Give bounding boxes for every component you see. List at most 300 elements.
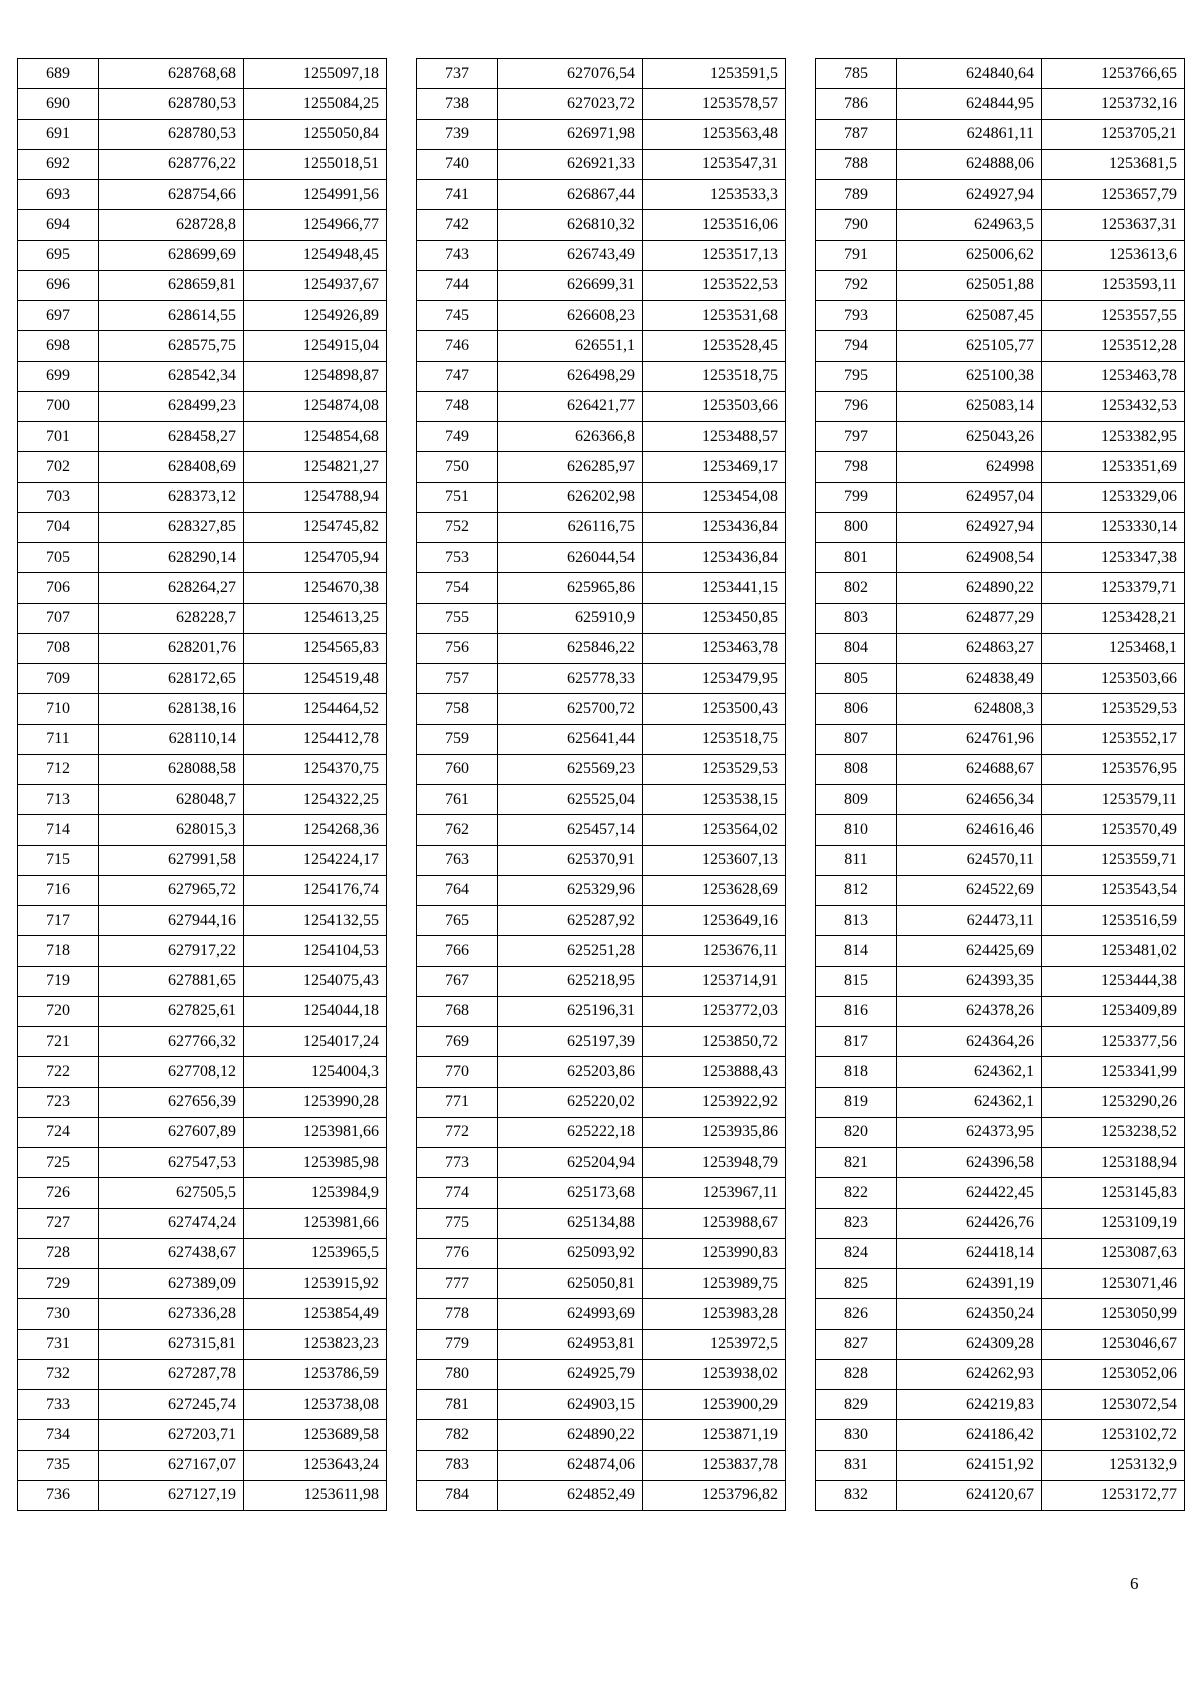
y-coordinate-cell: 1253854,49 xyxy=(244,1299,387,1329)
table-row xyxy=(816,633,1185,663)
y-coordinate-cell: 1253469,17 xyxy=(643,452,786,482)
table-row xyxy=(18,301,387,331)
table-row xyxy=(18,875,387,905)
table-row xyxy=(18,149,387,179)
point-number-cell: 725 xyxy=(18,1148,99,1178)
y-coordinate-cell: 1254044,18 xyxy=(244,996,387,1026)
x-coordinate-cell: 627917,22 xyxy=(99,936,244,966)
table-row xyxy=(816,875,1185,905)
y-coordinate-cell: 1254075,43 xyxy=(244,966,387,996)
x-coordinate-cell: 627656,39 xyxy=(99,1087,244,1117)
x-coordinate-cell: 628780,53 xyxy=(99,119,244,149)
point-number-cell: 710 xyxy=(18,694,99,724)
x-coordinate-cell: 624522,69 xyxy=(897,875,1042,905)
x-coordinate-cell: 624957,04 xyxy=(897,482,1042,512)
y-coordinate-cell: 1254670,38 xyxy=(244,573,387,603)
x-coordinate-cell: 625203,86 xyxy=(498,1057,643,1087)
point-number-cell: 756 xyxy=(417,633,498,663)
y-coordinate-cell: 1253681,5 xyxy=(1042,149,1185,179)
point-number-cell: 739 xyxy=(417,119,498,149)
table-row xyxy=(18,633,387,663)
y-coordinate-cell: 1255084,25 xyxy=(244,89,387,119)
table-row xyxy=(417,845,786,875)
point-number-cell: 794 xyxy=(816,331,897,361)
x-coordinate-cell: 624908,54 xyxy=(897,543,1042,573)
point-number-cell: 832 xyxy=(816,1480,897,1510)
x-coordinate-cell: 624362,1 xyxy=(897,1087,1042,1117)
point-number-cell: 825 xyxy=(816,1269,897,1299)
y-coordinate-cell: 1253766,65 xyxy=(1042,59,1185,89)
table-row xyxy=(816,59,1185,89)
coordinates-table-1 xyxy=(17,58,387,1511)
table-row xyxy=(417,815,786,845)
table-row xyxy=(18,1329,387,1359)
y-coordinate-cell: 1253444,38 xyxy=(1042,966,1185,996)
point-number-cell: 808 xyxy=(816,754,897,784)
x-coordinate-cell: 625641,44 xyxy=(498,724,643,754)
point-number-cell: 750 xyxy=(417,452,498,482)
point-number-cell: 751 xyxy=(417,482,498,512)
x-coordinate-cell: 624927,94 xyxy=(897,180,1042,210)
x-coordinate-cell: 624120,67 xyxy=(897,1480,1042,1510)
x-coordinate-cell: 628499,23 xyxy=(99,391,244,421)
table-row xyxy=(417,1238,786,1268)
table-row xyxy=(816,815,1185,845)
table-row xyxy=(816,1480,1185,1510)
point-number-cell: 738 xyxy=(417,89,498,119)
table-row xyxy=(18,845,387,875)
x-coordinate-cell: 628201,76 xyxy=(99,633,244,663)
point-number-cell: 758 xyxy=(417,694,498,724)
y-coordinate-cell: 1253967,11 xyxy=(643,1178,786,1208)
point-number-cell: 779 xyxy=(417,1329,498,1359)
table-row xyxy=(816,845,1185,875)
y-coordinate-cell: 1253578,57 xyxy=(643,89,786,119)
y-coordinate-cell: 1253871,19 xyxy=(643,1420,786,1450)
table-row xyxy=(816,452,1185,482)
table-row xyxy=(18,785,387,815)
y-coordinate-cell: 1254705,94 xyxy=(244,543,387,573)
x-coordinate-cell: 627389,09 xyxy=(99,1269,244,1299)
x-coordinate-cell: 627023,72 xyxy=(498,89,643,119)
x-coordinate-cell: 624350,24 xyxy=(897,1299,1042,1329)
x-coordinate-cell: 627203,71 xyxy=(99,1420,244,1450)
y-coordinate-cell: 1253072,54 xyxy=(1042,1390,1185,1420)
table-row xyxy=(816,906,1185,936)
table-row xyxy=(417,1269,786,1299)
x-coordinate-cell: 627315,81 xyxy=(99,1329,244,1359)
table-row xyxy=(816,1420,1185,1450)
y-coordinate-cell: 1254224,17 xyxy=(244,845,387,875)
x-coordinate-cell: 625105,77 xyxy=(897,331,1042,361)
x-coordinate-cell: 624840,64 xyxy=(897,59,1042,89)
x-coordinate-cell: 624808,3 xyxy=(897,694,1042,724)
x-coordinate-cell: 625846,22 xyxy=(498,633,643,663)
point-number-cell: 800 xyxy=(816,512,897,542)
table-row xyxy=(18,1117,387,1147)
y-coordinate-cell: 1253528,45 xyxy=(643,331,786,361)
table-row xyxy=(816,180,1185,210)
point-number-cell: 784 xyxy=(417,1480,498,1510)
table-row xyxy=(18,906,387,936)
point-number-cell: 707 xyxy=(18,603,99,633)
table-row xyxy=(816,1299,1185,1329)
x-coordinate-cell: 628768,68 xyxy=(99,59,244,89)
x-coordinate-cell: 624863,27 xyxy=(897,633,1042,663)
y-coordinate-cell: 1253463,78 xyxy=(643,633,786,663)
y-coordinate-cell: 1253145,83 xyxy=(1042,1178,1185,1208)
table-row xyxy=(816,1450,1185,1480)
point-number-cell: 696 xyxy=(18,270,99,300)
table-row xyxy=(417,1450,786,1480)
x-coordinate-cell: 626421,77 xyxy=(498,391,643,421)
table-row xyxy=(18,482,387,512)
y-coordinate-cell: 1253428,21 xyxy=(1042,603,1185,633)
point-number-cell: 806 xyxy=(816,694,897,724)
y-coordinate-cell: 1254948,45 xyxy=(244,240,387,270)
point-number-cell: 724 xyxy=(18,1117,99,1147)
table-row xyxy=(18,966,387,996)
x-coordinate-cell: 628408,69 xyxy=(99,452,244,482)
table-row xyxy=(417,906,786,936)
point-number-cell: 789 xyxy=(816,180,897,210)
y-coordinate-cell: 1253503,66 xyxy=(643,391,786,421)
y-coordinate-cell: 1253900,29 xyxy=(643,1390,786,1420)
point-number-cell: 798 xyxy=(816,452,897,482)
x-coordinate-cell: 625778,33 xyxy=(498,664,643,694)
table-row xyxy=(816,331,1185,361)
x-coordinate-cell: 628659,81 xyxy=(99,270,244,300)
table-row xyxy=(417,1390,786,1420)
table-row xyxy=(417,512,786,542)
x-coordinate-cell: 624993,69 xyxy=(498,1299,643,1329)
x-coordinate-cell: 626366,8 xyxy=(498,422,643,452)
x-coordinate-cell: 626285,97 xyxy=(498,452,643,482)
y-coordinate-cell: 1254104,53 xyxy=(244,936,387,966)
x-coordinate-cell: 628373,12 xyxy=(99,482,244,512)
point-number-cell: 716 xyxy=(18,875,99,905)
point-number-cell: 796 xyxy=(816,391,897,421)
y-coordinate-cell: 1253714,91 xyxy=(643,966,786,996)
point-number-cell: 787 xyxy=(816,119,897,149)
point-number-cell: 814 xyxy=(816,936,897,966)
point-number-cell: 830 xyxy=(816,1420,897,1450)
y-coordinate-cell: 1254991,56 xyxy=(244,180,387,210)
table-row xyxy=(18,1299,387,1329)
x-coordinate-cell: 624422,45 xyxy=(897,1178,1042,1208)
point-number-cell: 704 xyxy=(18,512,99,542)
x-coordinate-cell: 625173,68 xyxy=(498,1178,643,1208)
point-number-cell: 822 xyxy=(816,1178,897,1208)
table-row xyxy=(417,59,786,89)
x-coordinate-cell: 628290,14 xyxy=(99,543,244,573)
table-row xyxy=(18,180,387,210)
table-row xyxy=(417,664,786,694)
x-coordinate-cell: 624570,11 xyxy=(897,845,1042,875)
point-number-cell: 732 xyxy=(18,1359,99,1389)
point-number-cell: 727 xyxy=(18,1208,99,1238)
point-number-cell: 761 xyxy=(417,785,498,815)
y-coordinate-cell: 1253915,92 xyxy=(244,1269,387,1299)
y-coordinate-cell: 1253518,75 xyxy=(643,724,786,754)
table-row xyxy=(18,1057,387,1087)
x-coordinate-cell: 626202,98 xyxy=(498,482,643,512)
y-coordinate-cell: 1253052,06 xyxy=(1042,1359,1185,1389)
point-number-cell: 775 xyxy=(417,1208,498,1238)
point-number-cell: 793 xyxy=(816,301,897,331)
table-row xyxy=(18,724,387,754)
y-coordinate-cell: 1253071,46 xyxy=(1042,1269,1185,1299)
y-coordinate-cell: 1253351,69 xyxy=(1042,452,1185,482)
x-coordinate-cell: 624391,19 xyxy=(897,1269,1042,1299)
table-row xyxy=(417,270,786,300)
x-coordinate-cell: 626867,44 xyxy=(498,180,643,210)
table-row xyxy=(816,301,1185,331)
table-row xyxy=(816,996,1185,1026)
point-number-cell: 748 xyxy=(417,391,498,421)
table-row xyxy=(816,89,1185,119)
x-coordinate-cell: 625569,23 xyxy=(498,754,643,784)
y-coordinate-cell: 1253705,21 xyxy=(1042,119,1185,149)
table-row xyxy=(816,1057,1185,1087)
table-row xyxy=(816,1329,1185,1359)
y-coordinate-cell: 1254745,82 xyxy=(244,512,387,542)
table-row xyxy=(816,1117,1185,1147)
table-row xyxy=(18,543,387,573)
coordinates-table-3 xyxy=(815,58,1185,1511)
point-number-cell: 714 xyxy=(18,815,99,845)
y-coordinate-cell: 1254519,48 xyxy=(244,664,387,694)
table-row xyxy=(18,1208,387,1238)
point-number-cell: 776 xyxy=(417,1238,498,1268)
x-coordinate-cell: 627438,67 xyxy=(99,1238,244,1268)
y-coordinate-cell: 1253990,83 xyxy=(643,1238,786,1268)
table-row xyxy=(816,240,1185,270)
point-number-cell: 747 xyxy=(417,361,498,391)
table-row xyxy=(816,1178,1185,1208)
point-number-cell: 815 xyxy=(816,966,897,996)
table-row xyxy=(417,633,786,663)
table-row xyxy=(816,1087,1185,1117)
y-coordinate-cell: 1253172,77 xyxy=(1042,1480,1185,1510)
point-number-cell: 774 xyxy=(417,1178,498,1208)
x-coordinate-cell: 625087,45 xyxy=(897,301,1042,331)
y-coordinate-cell: 1254966,77 xyxy=(244,210,387,240)
table-row xyxy=(18,1238,387,1268)
y-coordinate-cell: 1253611,98 xyxy=(244,1480,387,1510)
point-number-cell: 743 xyxy=(417,240,498,270)
table-row xyxy=(417,754,786,784)
point-number-cell: 810 xyxy=(816,815,897,845)
x-coordinate-cell: 625218,95 xyxy=(498,966,643,996)
table-row xyxy=(417,119,786,149)
y-coordinate-cell: 1253591,5 xyxy=(643,59,786,89)
point-number-cell: 797 xyxy=(816,422,897,452)
y-coordinate-cell: 1255050,84 xyxy=(244,119,387,149)
point-number-cell: 780 xyxy=(417,1359,498,1389)
table-row xyxy=(417,1480,786,1510)
x-coordinate-cell: 627965,72 xyxy=(99,875,244,905)
table-row xyxy=(417,422,786,452)
y-coordinate-cell: 1254017,24 xyxy=(244,1027,387,1057)
point-number-cell: 718 xyxy=(18,936,99,966)
point-number-cell: 768 xyxy=(417,996,498,1026)
point-number-cell: 690 xyxy=(18,89,99,119)
y-coordinate-cell: 1253436,84 xyxy=(643,512,786,542)
point-number-cell: 771 xyxy=(417,1087,498,1117)
y-coordinate-cell: 1253450,85 xyxy=(643,603,786,633)
point-number-cell: 745 xyxy=(417,301,498,331)
y-coordinate-cell: 1253468,1 xyxy=(1042,633,1185,663)
table-row xyxy=(417,694,786,724)
x-coordinate-cell: 625329,96 xyxy=(498,875,643,905)
x-coordinate-cell: 626810,32 xyxy=(498,210,643,240)
x-coordinate-cell: 624903,15 xyxy=(498,1390,643,1420)
x-coordinate-cell: 626608,23 xyxy=(498,301,643,331)
y-coordinate-cell: 1253132,9 xyxy=(1042,1450,1185,1480)
point-number-cell: 781 xyxy=(417,1390,498,1420)
table-row xyxy=(417,1027,786,1057)
y-coordinate-cell: 1254268,36 xyxy=(244,815,387,845)
x-coordinate-cell: 625196,31 xyxy=(498,996,643,1026)
table-row xyxy=(18,573,387,603)
y-coordinate-cell: 1254322,25 xyxy=(244,785,387,815)
y-coordinate-cell: 1254464,52 xyxy=(244,694,387,724)
table-row xyxy=(417,1057,786,1087)
x-coordinate-cell: 626551,1 xyxy=(498,331,643,361)
point-number-cell: 773 xyxy=(417,1148,498,1178)
x-coordinate-cell: 624262,93 xyxy=(897,1359,1042,1389)
y-coordinate-cell: 1254937,67 xyxy=(244,270,387,300)
x-coordinate-cell: 627336,28 xyxy=(99,1299,244,1329)
x-coordinate-cell: 624998 xyxy=(897,452,1042,482)
x-coordinate-cell: 624888,06 xyxy=(897,149,1042,179)
y-coordinate-cell: 1253436,84 xyxy=(643,543,786,573)
x-coordinate-cell: 625287,92 xyxy=(498,906,643,936)
point-number-cell: 737 xyxy=(417,59,498,89)
y-coordinate-cell: 1253563,48 xyxy=(643,119,786,149)
point-number-cell: 804 xyxy=(816,633,897,663)
y-coordinate-cell: 1253188,94 xyxy=(1042,1148,1185,1178)
y-coordinate-cell: 1253441,15 xyxy=(643,573,786,603)
table-row xyxy=(18,1450,387,1480)
x-coordinate-cell: 624151,92 xyxy=(897,1450,1042,1480)
point-number-cell: 740 xyxy=(417,149,498,179)
table-row xyxy=(816,1148,1185,1178)
y-coordinate-cell: 1253341,99 xyxy=(1042,1057,1185,1087)
table-row xyxy=(417,1299,786,1329)
x-coordinate-cell: 624838,49 xyxy=(897,664,1042,694)
x-coordinate-cell: 627547,53 xyxy=(99,1148,244,1178)
x-coordinate-cell: 626971,98 xyxy=(498,119,643,149)
point-number-cell: 734 xyxy=(18,1420,99,1450)
table-row xyxy=(18,240,387,270)
y-coordinate-cell: 1253347,38 xyxy=(1042,543,1185,573)
x-coordinate-cell: 628699,69 xyxy=(99,240,244,270)
x-coordinate-cell: 628754,66 xyxy=(99,180,244,210)
y-coordinate-cell: 1253576,95 xyxy=(1042,754,1185,784)
point-number-cell: 809 xyxy=(816,785,897,815)
y-coordinate-cell: 1253772,03 xyxy=(643,996,786,1026)
x-coordinate-cell: 627474,24 xyxy=(99,1208,244,1238)
table-row xyxy=(816,210,1185,240)
table-row xyxy=(816,482,1185,512)
y-coordinate-cell: 1254412,78 xyxy=(244,724,387,754)
x-coordinate-cell: 624877,29 xyxy=(897,603,1042,633)
x-coordinate-cell: 625100,38 xyxy=(897,361,1042,391)
point-number-cell: 816 xyxy=(816,996,897,1026)
x-coordinate-cell: 625051,88 xyxy=(897,270,1042,300)
table-row xyxy=(816,664,1185,694)
table-row xyxy=(816,422,1185,452)
x-coordinate-cell: 628776,22 xyxy=(99,149,244,179)
y-coordinate-cell: 1253564,02 xyxy=(643,815,786,845)
y-coordinate-cell: 1253454,08 xyxy=(643,482,786,512)
table-row xyxy=(417,936,786,966)
table-row xyxy=(816,512,1185,542)
y-coordinate-cell: 1253607,13 xyxy=(643,845,786,875)
y-coordinate-cell: 1253516,59 xyxy=(1042,906,1185,936)
table-row xyxy=(417,785,786,815)
point-number-cell: 764 xyxy=(417,875,498,905)
point-number-cell: 788 xyxy=(816,149,897,179)
y-coordinate-cell: 1253330,14 xyxy=(1042,512,1185,542)
point-number-cell: 826 xyxy=(816,1299,897,1329)
point-number-cell: 735 xyxy=(18,1450,99,1480)
x-coordinate-cell: 624616,46 xyxy=(897,815,1042,845)
point-number-cell: 777 xyxy=(417,1269,498,1299)
point-number-cell: 765 xyxy=(417,906,498,936)
y-coordinate-cell: 1253557,55 xyxy=(1042,301,1185,331)
x-coordinate-cell: 624861,11 xyxy=(897,119,1042,149)
x-coordinate-cell: 628172,65 xyxy=(99,664,244,694)
y-coordinate-cell: 1253050,99 xyxy=(1042,1299,1185,1329)
point-number-cell: 821 xyxy=(816,1148,897,1178)
point-number-cell: 757 xyxy=(417,664,498,694)
x-coordinate-cell: 627607,89 xyxy=(99,1117,244,1147)
y-coordinate-cell: 1253796,82 xyxy=(643,1480,786,1510)
x-coordinate-cell: 625093,92 xyxy=(498,1238,643,1268)
point-number-cell: 726 xyxy=(18,1178,99,1208)
y-coordinate-cell: 1253409,89 xyxy=(1042,996,1185,1026)
x-coordinate-cell: 624373,95 xyxy=(897,1117,1042,1147)
table-row xyxy=(18,1269,387,1299)
y-coordinate-cell: 1255097,18 xyxy=(244,59,387,89)
table-row xyxy=(816,1390,1185,1420)
table-row xyxy=(18,1359,387,1389)
y-coordinate-cell: 1254788,94 xyxy=(244,482,387,512)
table-row xyxy=(417,240,786,270)
y-coordinate-cell: 1253823,23 xyxy=(244,1329,387,1359)
x-coordinate-cell: 625043,26 xyxy=(897,422,1042,452)
y-coordinate-cell: 1253533,3 xyxy=(643,180,786,210)
y-coordinate-cell: 1254854,68 xyxy=(244,422,387,452)
x-coordinate-cell: 626743,49 xyxy=(498,240,643,270)
point-number-cell: 698 xyxy=(18,331,99,361)
y-coordinate-cell: 1253543,54 xyxy=(1042,875,1185,905)
table-row xyxy=(816,543,1185,573)
table-row xyxy=(816,694,1185,724)
y-coordinate-cell: 1253488,57 xyxy=(643,422,786,452)
y-coordinate-cell: 1253972,5 xyxy=(643,1329,786,1359)
page-number: 6 xyxy=(1130,1574,1139,1593)
table-row xyxy=(816,391,1185,421)
x-coordinate-cell: 628458,27 xyxy=(99,422,244,452)
x-coordinate-cell: 628264,27 xyxy=(99,573,244,603)
point-number-cell: 831 xyxy=(816,1450,897,1480)
y-coordinate-cell: 1254565,83 xyxy=(244,633,387,663)
x-coordinate-cell: 625222,18 xyxy=(498,1117,643,1147)
